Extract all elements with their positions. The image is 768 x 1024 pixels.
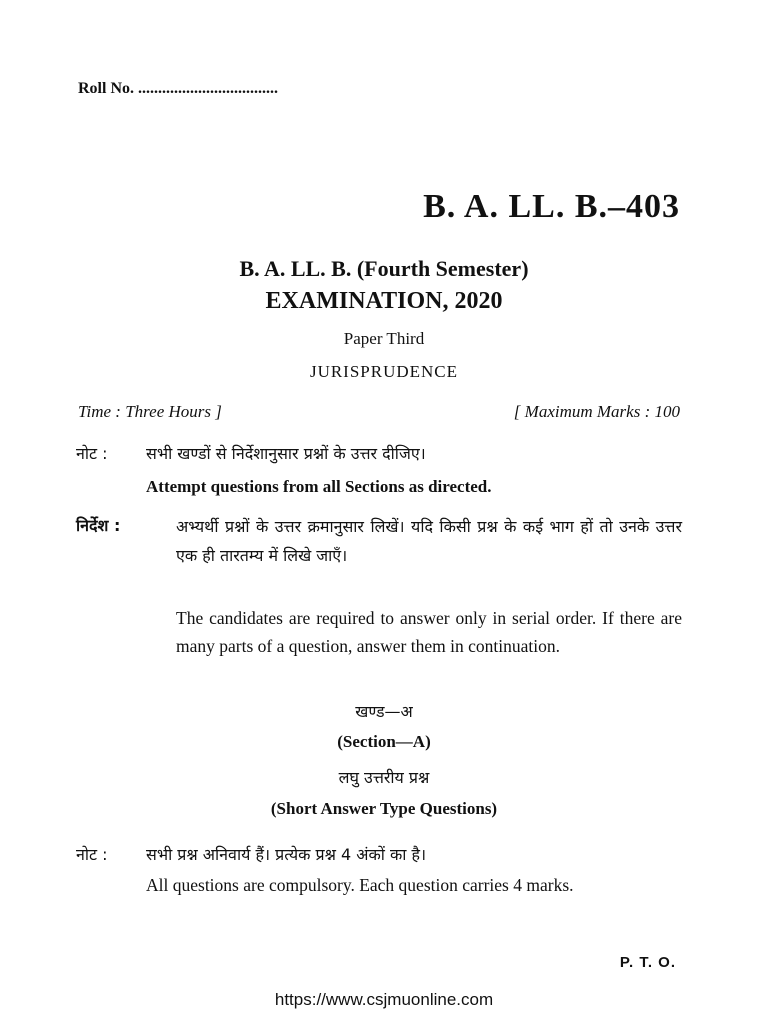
section-heading-english: (Section—A)	[337, 732, 431, 751]
note2-english-text: All questions are compulsory. Each question carries 4 marks.	[146, 875, 574, 895]
paper-number: Paper Third	[343, 329, 425, 348]
direction-english-text: The candidates are required to answer only in serial order. If there are many parts of a question, answer them in continuation.	[176, 608, 682, 656]
section-heading-hindi: खण्ड—अ	[355, 702, 413, 721]
source-url: https://www.csjmuonline.com	[274, 990, 494, 1009]
direction-label: निर्देश :	[76, 516, 121, 535]
time-duration: Time : Three Hours ]	[78, 402, 222, 421]
note2-hindi-text: सभी प्रश्न अनिवार्य हैं। प्रत्येक प्रश्न 4 अंकों का है।	[146, 845, 427, 864]
direction-hindi-text: अभ्यर्थी प्रश्नों के उत्तर क्रमानुसार लिखें। यदि किसी प्रश्न के कई भाग हों तो उनके उत्तर एक ही तारतम्य में लिखे जाएँ।	[176, 517, 682, 565]
maximum-marks: [ Maximum Marks : 100	[513, 402, 680, 421]
note-hindi-text: सभी खण्डों से निर्देशानुसार प्रश्नों के उत्तर दीजिए।	[146, 444, 426, 463]
note-label: नोट :	[76, 444, 108, 463]
subject-title: JURISPRUDENCE	[309, 362, 459, 381]
question-type-english: (Short Answer Type Questions)	[270, 799, 498, 818]
paper-code: B. A. LL. B.–403	[423, 188, 680, 225]
pto-marker: P. T. O.	[619, 954, 676, 971]
exam-title: EXAMINATION, 2020	[265, 288, 503, 314]
question-type-hindi: लघु उत्तरीय प्रश्न	[338, 768, 430, 787]
roll-number-field: Roll No. ...................................	[78, 80, 278, 97]
course-title: B. A. LL. B. (Fourth Semester)	[239, 256, 529, 281]
note-english-text: Attempt questions from all Sections as directed.	[146, 477, 492, 496]
note2-label: नोट :	[76, 845, 108, 864]
